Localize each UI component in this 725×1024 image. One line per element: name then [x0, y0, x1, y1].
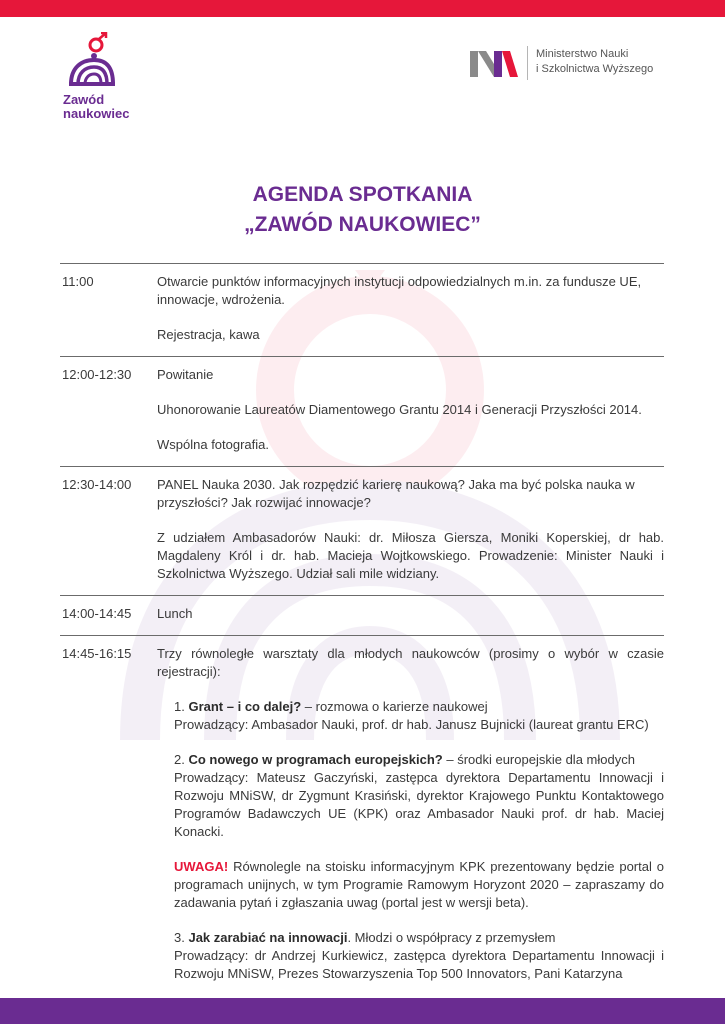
- workshop-subtitle: – rozmowa o karierze naukowej: [301, 699, 488, 714]
- notice-text: Równolegle na stoisku informacyjnym KPK prezentowany będzie portal o programach unijnych, w tym Programie Ramowym Horyzont 2020 – zapraszamy do zadawania pytań i zgłaszania uwag (portal jest w wersji beta).: [174, 859, 664, 910]
- workshop-item: [174, 698, 664, 734]
- workshop-item: [174, 751, 664, 841]
- agenda-text: Z udziałem Ambasadorów Nauki: dr. Miłosza Giersza, Moniki Koperskiej, dr hab. Magdaleny Król i dr. hab. Macieja Wojtkowskiego. Prowadzenie: Minister Nauki i Szkolnictwa Wyższego. Udział sali mile widziany.: [157, 530, 664, 581]
- ministry-line2: i Szkolnictwa Wyższego: [536, 63, 654, 75]
- agenda-text: Uhonorowanie Laureatów Diamentowego Grantu 2014 i Generacji Przyszłości 2014.: [157, 402, 642, 417]
- ministry-emblem-icon: [470, 49, 520, 77]
- agenda-text: Trzy równoległe warsztaty dla młodych naukowców (prosimy o wybór w czasie rejestracji):: [157, 646, 664, 679]
- bottom-color-bar: [0, 998, 725, 1024]
- workshop-number: 3.: [174, 930, 185, 945]
- agenda-text: Otwarcie punktów informacyjnych instytucji odpowiedzialnych m.in. za fundusze UE, innowacje, wdrożenia.: [157, 274, 642, 307]
- agenda-row: [60, 356, 664, 466]
- title-line2: „ZAWÓD NAUKOWIEC”: [244, 213, 481, 236]
- agenda-row: [60, 263, 664, 356]
- agenda-text: Powitanie: [157, 367, 214, 382]
- agenda-time: 12:00-12:30: [62, 367, 132, 382]
- agenda-time: 14:00-14:45: [62, 606, 132, 621]
- page-title: [0, 180, 725, 240]
- workshop-title: Grant – i co dalej?: [188, 699, 302, 714]
- ministry-line1: Ministerstwo Nauki: [536, 48, 629, 60]
- workshop-item: [174, 929, 664, 983]
- agenda-time: 14:45-16:15: [62, 646, 132, 661]
- agenda-row: [60, 635, 664, 995]
- agenda-time: 12:30-14:00: [62, 477, 132, 492]
- agenda-time: 11:00: [62, 274, 94, 289]
- workshop-leaders: Prowadzący: Ambasador Nauki, prof. dr hab. Janusz Bujnicki (laureat grantu ERC): [174, 717, 649, 732]
- workshop-leaders: Prowadzący: dr Andrzej Kurkiewicz, zastępca dyrektora Departamentu Innowacji i Rozwoju MNiSW, Prezes Stowarzyszenia Top 500 Innovators, Pani Katarzyna: [174, 948, 664, 981]
- brand-line2: naukowiec: [63, 106, 130, 121]
- workshop-subtitle: . Młodzi o współpracy z przemysłem: [347, 930, 556, 945]
- brand-line1: Zawód: [63, 92, 105, 107]
- notice: [174, 858, 664, 912]
- workshop-number: 1.: [174, 699, 185, 714]
- workshop-number: 2.: [174, 752, 185, 767]
- agenda-row: [60, 466, 664, 595]
- notice-label: UWAGA!: [174, 859, 229, 874]
- top-color-bar: [0, 0, 725, 17]
- agenda-table: [60, 263, 664, 995]
- zawod-naukowiec-emblem-icon: [63, 32, 117, 88]
- workshop-leaders: Prowadzący: Mateusz Gaczyński, zastępca dyrektora Departamentu Innowacji i Rozwoju MNiSW, dr Zygmunt Krasiński, dyrektor Krajowego Punktu Kontaktowego Programów Badawczych UE (KPK) oraz Ambasador Nauki prof. dr hab. Maciej Konacki.: [174, 770, 664, 839]
- title-line1: AGENDA SPOTKANIA: [252, 183, 473, 206]
- ministry-logo: [470, 46, 670, 80]
- agenda-row: [60, 595, 664, 635]
- agenda-text: Wspólna fotografia.: [157, 437, 270, 452]
- agenda-text: Rejestracja, kawa: [157, 327, 260, 342]
- agenda-text: PANEL Nauka 2030. Jak rozpędzić karierę naukową? Jaka ma być polska nauka w przyszłości? Jak rozwijać innowacje?: [157, 477, 635, 510]
- logo-divider: [527, 46, 528, 80]
- workshop-subtitle: – środki europejskie dla młodych: [442, 752, 635, 767]
- workshop-title: Co nowego w programach europejskich?: [188, 752, 443, 767]
- zawod-naukowiec-logo: [60, 32, 150, 127]
- workshop-title: Jak zarabiać na innowacji: [188, 930, 348, 945]
- agenda-text: Lunch: [157, 606, 193, 621]
